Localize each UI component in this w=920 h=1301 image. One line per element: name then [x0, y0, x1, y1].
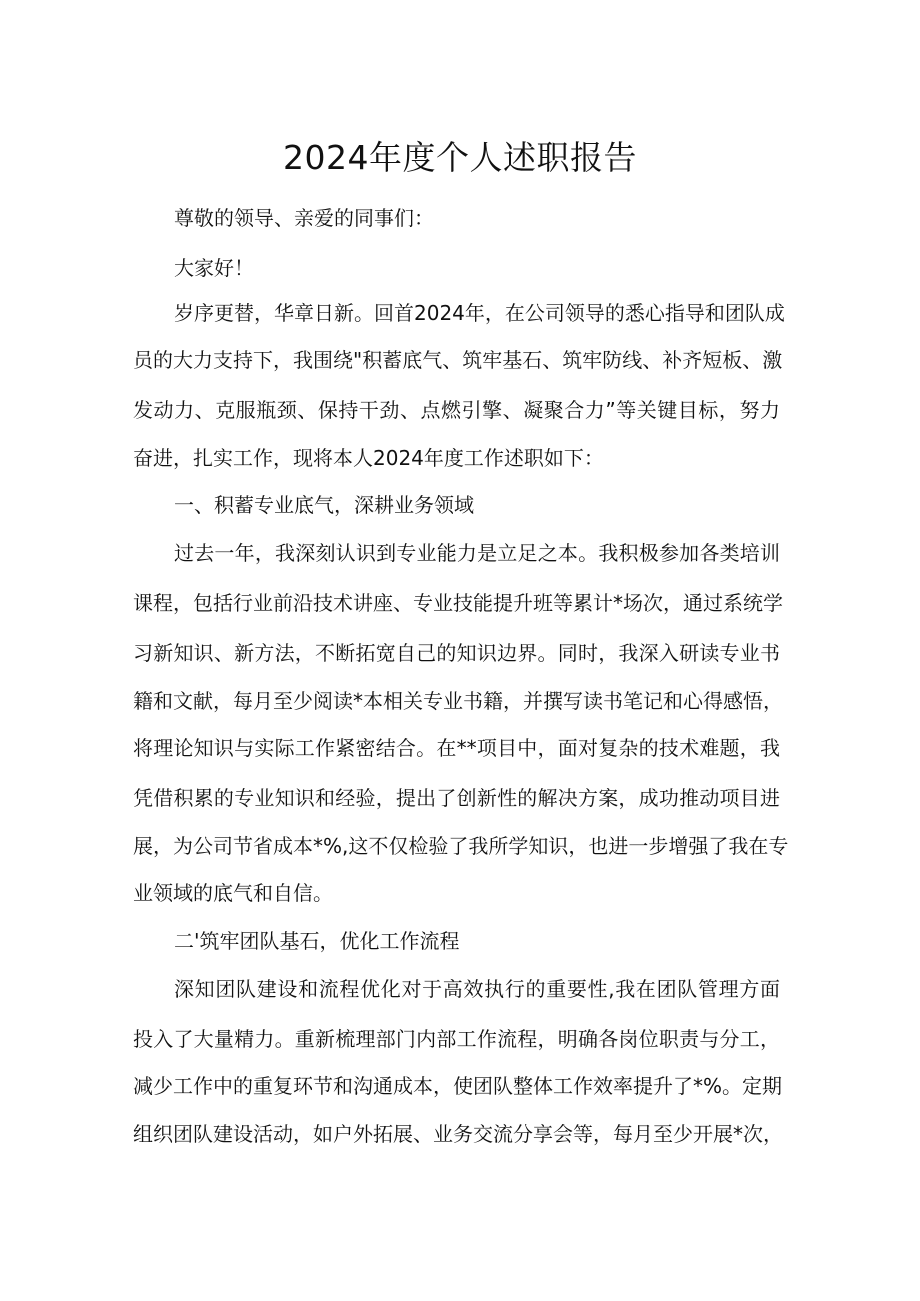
intro-line: 员的大力支持下，我围绕"积蓄底气、筑牢基石、筑牢防线、补齐短板、激	[133, 348, 783, 372]
intro-line: 奋进，扎实工作，现将本人2024年度工作述职如下：	[133, 446, 604, 470]
section1-line: 业领域的底气和自信。	[133, 881, 333, 905]
section1-line: 课程，包括行业前沿技术讲座、专业技能提升班等累计*场次，通过系统学	[133, 591, 783, 615]
section1-line: 习新知识、新方法，不断拓宽自己的知识边界。同时，我深入研读专业书	[133, 641, 780, 665]
section1-line: 籍和文献，每月至少阅读*本相关专业书籍，并撰写读书笔记和心得感悟，	[133, 689, 783, 713]
section1-line: 将理论知识与实际工作紧密结合。在**项目中，面对复杂的技术难题，我	[133, 736, 780, 760]
section1-line: 展，为公司节省成本*%,这不仅检验了我所学知识，也进一步增强了我在专	[133, 834, 789, 858]
document-title: 2024年度个人述职报告	[283, 138, 637, 177]
section-heading: 一、积蓄专业底气，深耕业务领域	[174, 493, 474, 517]
section2-line: 深知团队建设和流程优化对于高效执行的重要性,我在团队管理方面	[174, 977, 780, 1001]
section1-line: 凭借积累的专业知识和经验，提出了创新性的解决方案，成功推动项目进	[133, 786, 780, 810]
section2-line: 减少工作中的重复环节和沟通成本，使团队整体工作效率提升了*%。定期	[133, 1074, 783, 1098]
intro-line: 岁序更替，华章日新。回首2024年，在公司领导的悉心指导和团队成	[174, 301, 785, 325]
section2-line: 组织团队建设活动，如户外拓展、业务交流分享会等，每月至少开展*次，	[133, 1122, 783, 1146]
section1-line: 过去一年，我深刻认识到专业能力是立足之本。我积极参加各类培训	[174, 541, 780, 565]
section2-line: 投入了大量精力。重新梳理部门内部工作流程，明确各岗位职责与分工，	[133, 1027, 780, 1051]
salutation: 尊敬的领导、亲爱的同事们：	[174, 206, 434, 230]
intro-line: 发动力、克服瓶颈、保持干劲、点燃引擎、凝聚合力”等关键目标，努力	[133, 398, 780, 422]
section-heading: 二'筑牢团队基石，优化工作流程	[174, 929, 460, 953]
greeting: 大家好！	[174, 256, 254, 280]
